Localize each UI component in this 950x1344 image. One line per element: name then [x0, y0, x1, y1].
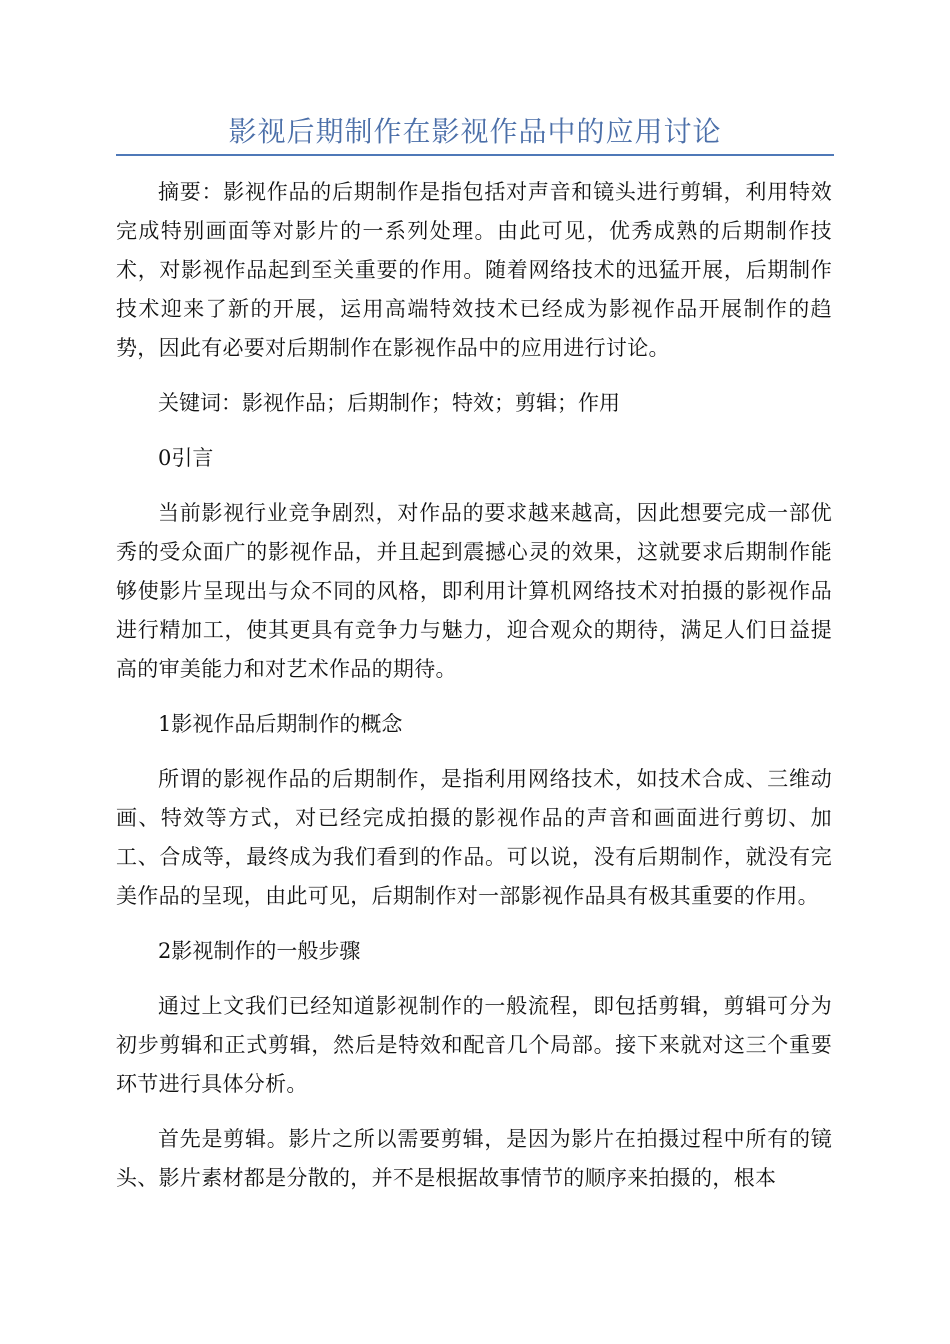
document-body	[116, 173, 832, 1214]
section-heading-concept: 1影视作品后期制作的概念	[158, 712, 403, 736]
concept-paragraph: 所谓的影视作品的后期制作，是指利用网络技术，如技术合成、三维动画、特效等方式，对已经完成拍摄的影视作品的声音和画面进行剪切、加工、合成等，最终成为我们看到的作品。可以说，没有后期制作，就没有完美作品的呈现，由此可见，后期制作对一部影视作品具有极其重要的作用。	[116, 767, 832, 908]
document-title: 影视后期制作在影视作品中的应用讨论	[116, 110, 834, 156]
abstract-paragraph: 摘要：影视作品的后期制作是指包括对声音和镜头进行剪辑，利用特效完成特别画面等对影片的一系列处理。由此可见，优秀成熟的后期制作技术，对影视作品起到至关重要的作用。随着网络技术的迅猛开展，后期制作技术迎来了新的开展，运用高端特效技术已经成为影视作品开展制作的趋势，因此有必要对后期制作在影视作品中的应用进行讨论。	[116, 180, 832, 360]
editing-paragraph: 首先是剪辑。影片之所以需要剪辑，是因为影片在拍摄过程中所有的镜头、影片素材都是分散的，并不是根据故事情节的顺序来拍摄的，根本	[116, 1127, 832, 1190]
intro-paragraph: 当前影视行业竞争剧烈，对作品的要求越来越高，因此想要完成一部优秀的受众面广的影视作品，并且起到震撼心灵的效果，这就要求后期制作能够使影片呈现出与众不同的风格，即利用计算机网络技术对拍摄的影视作品进行精加工，使其更具有竞争力与魅力，迎合观众的期待，满足人们日益提高的审美能力和对艺术作品的期待。	[116, 501, 832, 681]
section-heading-intro: 0引言	[158, 446, 214, 470]
steps-paragraph: 通过上文我们已经知道影视制作的一般流程，即包括剪辑，剪辑可分为初步剪辑和正式剪辑，然后是特效和配音几个局部。接下来就对这三个重要环节进行具体分析。	[116, 994, 832, 1096]
section-heading-steps: 2影视制作的一般步骤	[158, 939, 361, 963]
keywords-line: 关键词：影视作品；后期制作；特效；剪辑；作用	[158, 391, 620, 415]
